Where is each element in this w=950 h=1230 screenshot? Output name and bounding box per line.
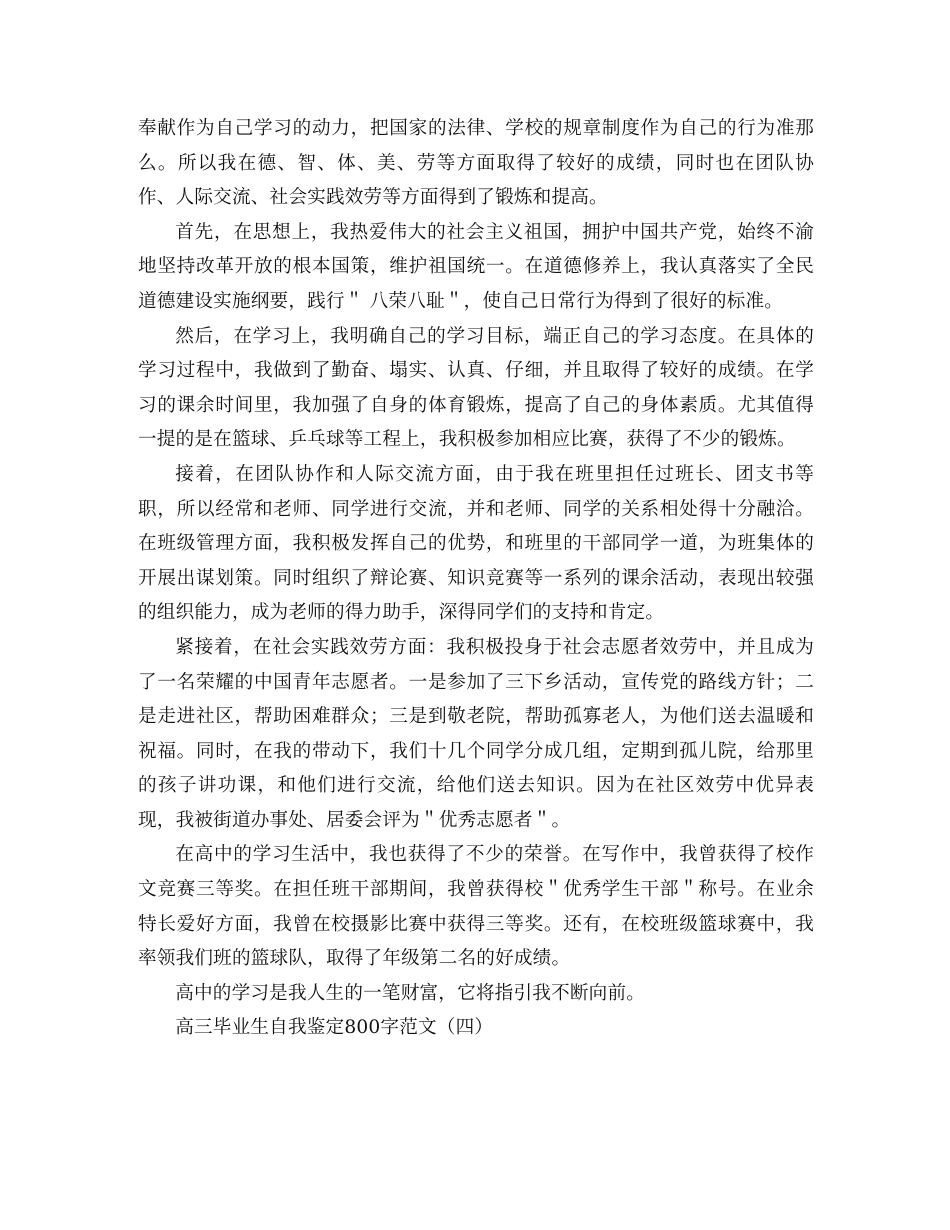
paragraph-honors: 在高中的学习生活中，我也获得了不少的荣誉。在写作中，我曾获得了校作文竞赛三等奖。在担任班干部期间，我曾获得校＂优秀学生干部＂称号。在业余特长爱好方面，我曾在校摄影比赛中获得三等奖。还有，在校班级篮球赛中，我率领我们班的篮球队，取得了年级第二名的好成绩。	[138, 844, 814, 970]
paragraph-ideology: 首先，在思想上，我热爱伟大的社会主义祖国，拥护中国共产党，始终不渝地坚持改革开放的根本国策，维护祖国统一。在道德修养上，我认真落实了全民道德建设实施纲要，践行＂ 八荣八耻＂，使自己日常行为得到了很好的标准。	[138, 221, 814, 312]
section-heading-next: 高三毕业生自我鉴定800字范文（四）	[175, 1017, 494, 1039]
document-body	[138, 112, 814, 1046]
paragraph-conclusion: 高中的学习是我人生的一笔财富，它将指引我不断向前。	[175, 982, 646, 1004]
paragraph-teamwork: 接着，在团队协作和人际交流方面，由于我在班里担任过班长、团支书等职，所以经常和老师、同学进行交流，并和老师、同学的关系相处得十分融洽。在班级管理方面，我积极发挥自己的优势，和班里的干部同学一道，为班集体的开展出谋划策。同时组织了辩论赛、知识竞赛等一系列的课余活动，表现出较强的组织能力，成为老师的得力助手，深得同学们的支持和肯定。	[138, 463, 814, 624]
paragraph-study: 然后，在学习上，我明确自己的学习目标，端正自己的学习态度。在具体的学习过程中，我做到了勤奋、塌实、认真、仔细，并且取得了较好的成绩。在学习的课余时间里，我加强了自身的体育锻炼，提高了自己的身体素质。尤其值得一提的是在篮球、乒乓球等工程上，我积极参加相应比赛，获得了不少的锻炼。	[138, 325, 814, 451]
paragraph-continued-intro: 奉献作为自己学习的动力，把国家的法律、学校的规章制度作为自己的行为准那么。所以我在德、智、体、美、劳等方面取得了较好的成绩，同时也在团队协作、人际交流、社会实践效劳等方面得到了锻炼和提高。	[138, 118, 814, 209]
paragraph-volunteer: 紧接着，在社会实践效劳方面：我积极投身于社会志愿者效劳中，并且成为了一名荣耀的中国青年志愿者。一是参加了三下乡活动，宣传党的路线方针；二是走进社区，帮助困难群众；三是到敬老院，帮助孤寡老人，为他们送去温暖和祝福。同时，在我的带动下，我们十几个同学分成几组，定期到孤儿院，给那里的孩子讲功课，和他们进行交流，给他们送去知识。因为在社区效劳中优异表现，我被街道办事处、居委会评为＂优秀志愿者＂。	[138, 636, 814, 831]
